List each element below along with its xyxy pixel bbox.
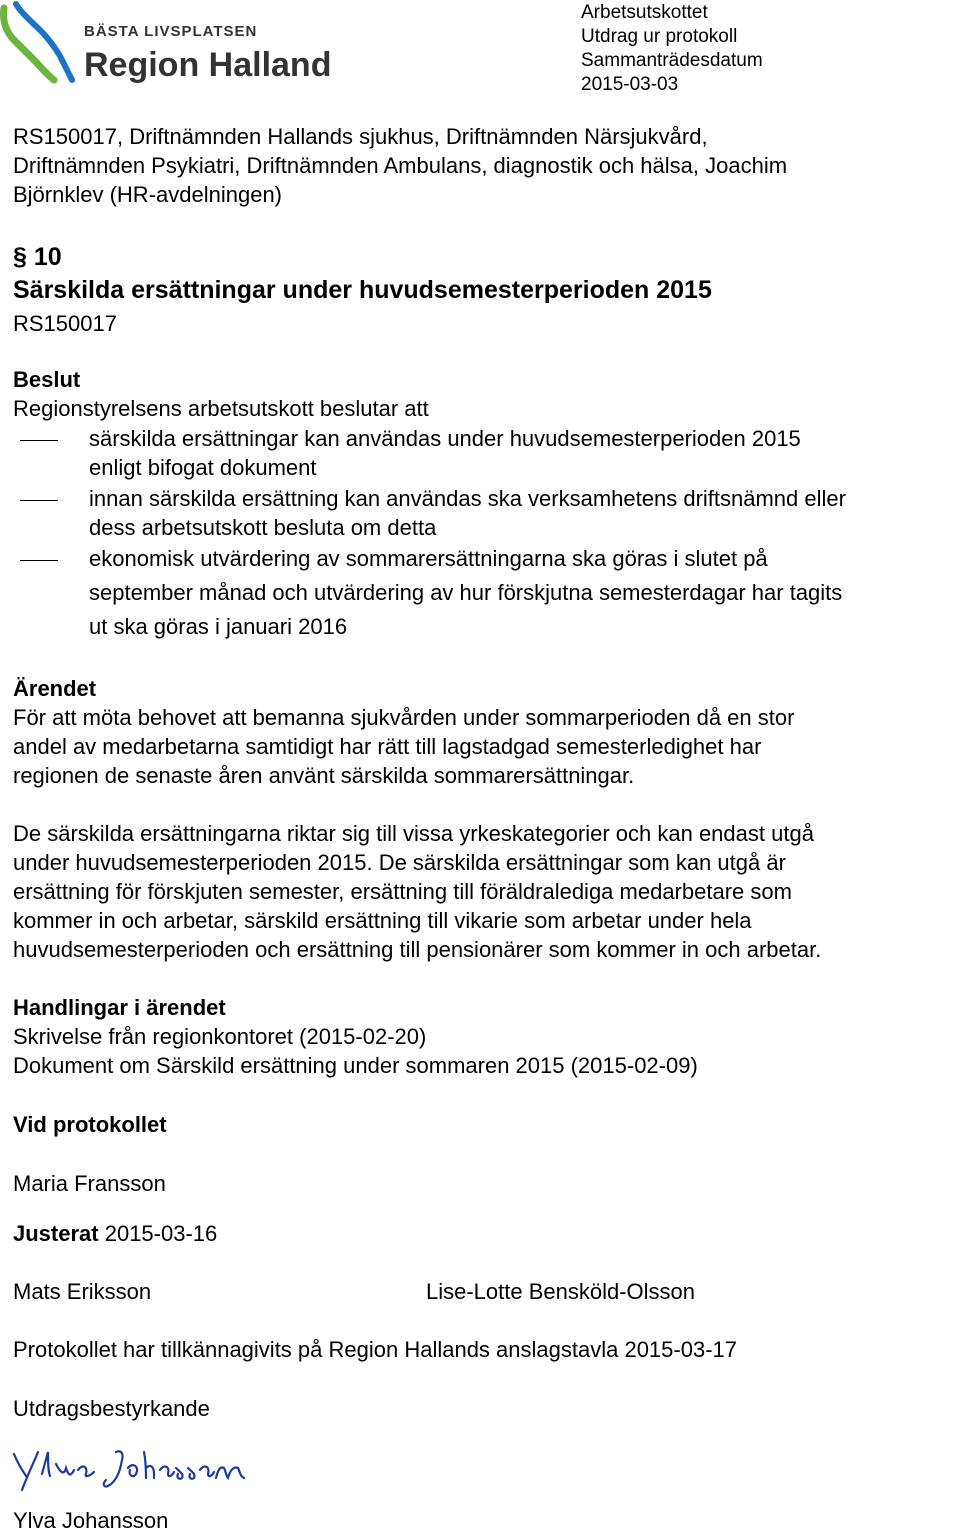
svg-text:BÄSTA LIVSPLATSEN: BÄSTA LIVSPLATSEN <box>84 23 258 40</box>
justerat-line <box>13 1219 217 1248</box>
header-date-label: Sammanträdesdatum <box>581 50 763 71</box>
beslut-bullet-3-line-2: september månad och utvärdering av hur förskjutna semesterdagar har tagits <box>89 580 843 605</box>
case-title: Särskilda ersättningar under huvudsemesterperioden 2015 <box>13 276 712 304</box>
logo-mark-icon <box>0 0 360 90</box>
header-doc-type: Utdrag ur protokoll <box>581 26 738 47</box>
case-reference: RS150017 <box>13 311 117 336</box>
arendet-p2-line-5: huvudsemesterperioden och ersättning till pensionärer som kommer in och arbetar. <box>13 937 822 962</box>
announcement: Protokollet har tillkännagivits på Region Hallands anslagstavla 2015-03-17 <box>13 1337 737 1362</box>
arendet-p2-line-4: kommer in och arbetar, särskild ersättning till vikarie som arbetar under hela <box>13 908 752 933</box>
certifier-label: Utdragsbestyrkande <box>13 1396 210 1421</box>
arendet-p1-line-2: andel av medarbetarna samtidigt har rätt till lagstadgad semesterledighet har <box>13 734 762 759</box>
recipients-line-1: RS150017, Driftnämnden Hallands sjukhus, Driftnämnden Närsjukvård, <box>13 124 708 149</box>
arendet-p1-line-1: För att möta behovet att bemanna sjukvården under sommarperioden då en stor <box>13 705 795 730</box>
header-date: 2015-03-03 <box>581 74 679 95</box>
beslut-intro: Regionstyrelsens arbetsutskott beslutar att <box>13 396 429 421</box>
beslut-bullet-3-line-1: ekonomisk utvärdering av sommarersättningarna ska göras i slutet på <box>89 546 768 571</box>
justerat-date: 2015-03-16 <box>104 1221 218 1246</box>
bullet-dash <box>20 560 58 561</box>
handlingar-item-2: Dokument om Särskild ersättning under sommaren 2015 (2015-02-09) <box>13 1053 698 1078</box>
signature-icon <box>8 1438 258 1498</box>
arendet-p2-line-1: De särskilda ersättningarna riktar sig till vissa yrkeskategorier och kan endast utgå <box>13 821 814 846</box>
beslut-bullet-2-line-1: innan särskilda ersättning kan användas ska verksamhetens driftsnämnd eller <box>89 486 846 511</box>
beslut-bullet-1-line-2: enligt bifogat dokument <box>89 455 317 480</box>
region-halland-logo <box>0 0 360 90</box>
recipients-line-2: Driftnämnden Psykiatri, Driftnämnden Ambulans, diagnostik och hälsa, Joachim <box>13 153 788 178</box>
justerat-label: Justerat <box>13 1221 99 1246</box>
arendet-p2-line-2: under huvudsemesterperioden 2015. De särskilda ersättningar som kan utgå är <box>13 850 786 875</box>
recipients-line-3: Björnklev (HR-avdelningen) <box>13 182 283 207</box>
secretary-name: Maria Fransson <box>13 1171 166 1196</box>
arendet-p2-line-3: ersättning för förskjuten semester, ersättning till föräldralediga medarbetare som <box>13 879 792 904</box>
handwritten-signature <box>8 1438 258 1498</box>
adjuster-2: Lise-Lotte Bensköld-Olsson <box>426 1279 696 1304</box>
beslut-bullet-3-line-3: ut ska göras i januari 2016 <box>89 614 348 639</box>
paragraph-number <box>13 241 62 273</box>
handlingar-heading: Handlingar i ärendet <box>13 995 226 1020</box>
bullet-dash <box>20 500 58 501</box>
beslut-heading: Beslut <box>13 367 81 392</box>
bullet-dash <box>20 440 58 441</box>
handlingar-item-1: Skrivelse från regionkontoret (2015-02-20) <box>13 1024 427 1049</box>
adjuster-1: Mats Eriksson <box>13 1279 152 1304</box>
arendet-heading: Ärendet <box>13 676 97 701</box>
beslut-bullet-2-line-2: dess arbetsutskott besluta om detta <box>89 515 437 540</box>
beslut-bullet-1-line-1: särskilda ersättningar kan användas under huvudsemesterperioden 2015 <box>89 426 801 451</box>
arendet-p1-line-3: regionen de senaste åren använt särskilda sommarersättningar. <box>13 763 635 788</box>
vid-protokollet-heading: Vid protokollet <box>13 1112 167 1137</box>
section-number: 10 <box>33 243 62 271</box>
header-committee: Arbetsutskottet <box>581 2 708 23</box>
svg-text:Region Halland: Region Halland <box>84 46 332 84</box>
section-symbol: § <box>13 243 27 271</box>
certifier-name: Ylva Johansson <box>13 1508 169 1533</box>
